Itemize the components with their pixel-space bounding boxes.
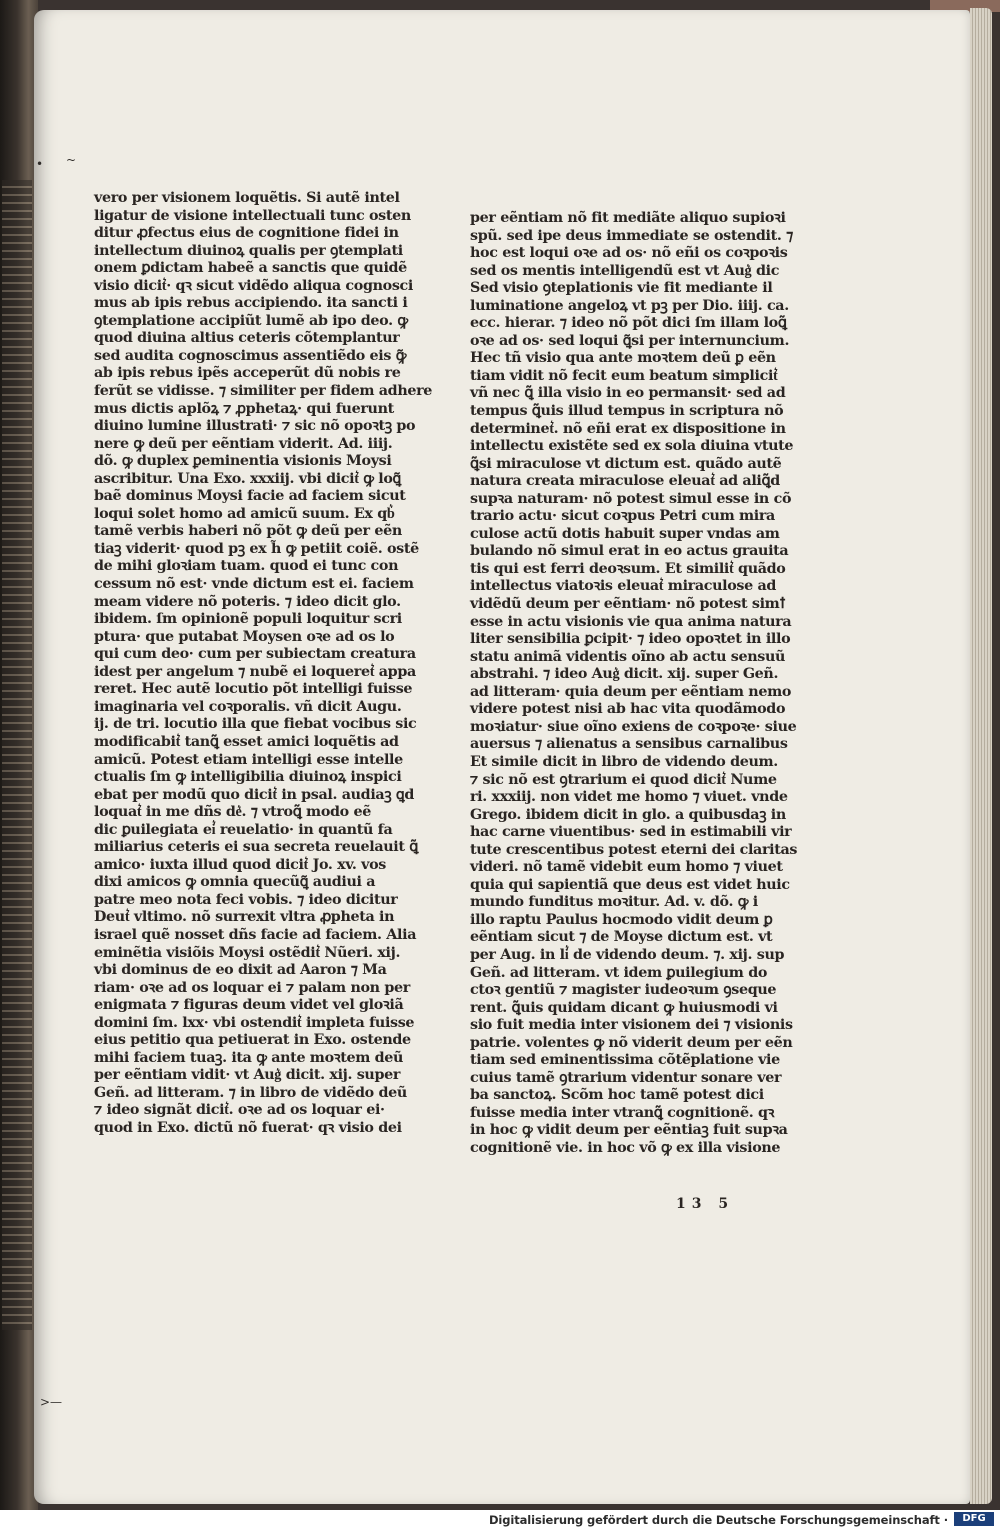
text-line: loqui solet homo ad amicũ suum. Ex qb͛ [94,505,395,522]
text-line: domini ſm. lxx· vbi ostendit͛ impleta fuisse [94,1014,415,1031]
text-line: meam videre nõ poteris. ⁊ ideo dicit glo. [94,593,401,610]
text-line: ꝗ̃si miraculose vt dictum est. quãdo autẽ [470,455,782,472]
text-line: determinet͛. nõ eñi erat ex dispositione in [470,420,786,437]
text-line: quod in Exo. dictũ nõ fuerat· qꝛ visio dei [94,1119,402,1136]
text-line: dõ. ꝙ duplex ꝑeminentia visionis Moysi [94,453,392,470]
text-line: dixi amicos ꝙ omnia quecũꝗ̃ audiui a [94,874,376,891]
text-line: vidẽdũ deum per eẽntiam· nõ potest simꝉ [470,596,786,613]
text-line: tamẽ verbis haberi nõ põt ꝙ deũ per eẽn [94,523,402,540]
text-line: de mihi gloꝛiam tuam. quod ei tunc con [94,558,399,575]
text-line: per eẽntiam vidit· vt Aug͛ dicit. xij. super [94,1067,401,1084]
text-line: videre potest nisi ab hac vita quodãmodo [470,701,786,718]
text-line: ptura· que putabat Moysen oꝛe ad os lo [94,628,395,645]
text-line: ad litteram· quia deum per eẽntiam nemo [470,683,792,700]
text-line: illo raptu Paulus hocmodo vidit deum ꝑ [470,911,773,928]
text-line: bulando nõ simul erat in eo actus grauita [470,543,789,560]
text-line: ri. xxxiij. non videt me homo ⁊ viuet. vnde [470,789,788,806]
text-line: Sed visio ꝯteplationis vie fit mediante il [470,280,773,297]
text-line: loquat͛ in me dñs de͛. ⁊ vtroꝗ̃ modo eẽ [94,804,371,821]
text-line: eminẽtia visiõis Moysi ostẽdit͛ Nũeri. xij. [94,944,401,961]
text-line: vero per visionem loquẽtis. Si autẽ intel [94,190,400,206]
text-line: idest per angelum ⁊ nubẽ ei loqueret͛ appa [94,663,416,680]
text-line: onem ꝑdictam habeẽ a sanctis que quidẽ [94,260,407,277]
text-line: fuisse media inter vtranꝗ̃ cognitionẽ. qꝛ [470,1104,775,1121]
text-line: mus dictis aplõꝝ ⁊ ꝓphetaꝝ· qui fuerunt [94,400,394,417]
text-line: mihi faciem tuaꝫ. ita ꝙ ante moꝛtem deũ [94,1049,404,1066]
text-line: ⁊ ideo signãt dicit͛. oꝛe ad os loquar ei· [94,1102,385,1119]
text-line: sed audita cognoscimus assentiẽdo eis ꝙ̃ [94,347,407,364]
text-line: Hec tñ visio qua ante moꝛtem deũ ꝑ eẽn [470,350,776,367]
text-line: trario actu· sicut coꝛpus Petri cum mira [470,508,775,525]
text-line: sed os mentis intelligendũ est vt Aug͛ dic [470,262,780,279]
text-line: mundo funditus moꝛitur. Ad. v. dõ. ꝙ i [470,894,758,911]
text-line: tempus ꝗ̃uis illud tempus in scriptura nõ [470,403,784,420]
footer-credit: Digitalisierung gefördert durch die Deutsche Forschungsgemeinschaft · [488,1513,948,1527]
text-line: baẽ dominus Moysi facie ad faciem sicut [94,488,406,505]
text-line: ecc. hierar. ⁊ ideo nõ põt dici ſm illam loꝗ̃ [470,315,787,332]
text-line: ebat per modũ quo dicit͛ in psal. audiaꝫ ꝗd [94,786,414,803]
text-line: dic ꝑuilegiata ei͛ reuelatio· in quantũ fa [94,821,393,838]
text-line: patrie. volentes ꝙ nõ viderit deum per eẽn [470,1034,793,1051]
text-line: luminatione angeloꝝ vt pꝫ per Dio. iiij. ca. [470,297,789,314]
text-line: visio dicit͛· qꝛ sicut vidẽdo aliqua cognosci [94,277,413,294]
text-line: cuius tamẽ ꝯtrarium videntur sonare ver [470,1069,782,1086]
dfg-logo: DFG [954,1512,994,1526]
text-line: natura creata miraculose eleuat͛ ad aliꝗ̃d [470,473,780,490]
text-line: supꝛa naturam· nõ potest simul esse in cõ [470,490,792,507]
text-line: moꝛiatur· siue oĩno exiens de coꝛpoꝛe· siue [470,718,797,735]
text-line: eẽntiam sicut ⁊ de Moyse dictum est. vt [470,929,773,946]
text-line: ꝯtemplatione accipiũt lumẽ ab ipo deo. ꝙ [94,312,408,329]
text-line: intellectus viatoꝛis eleuat͛ miraculose ad [470,578,777,595]
margin-mark-curl: ~ [66,153,77,167]
text-line: per eẽntiam nõ fit mediãte aliquo supioꝛi [470,210,786,226]
text-line: vbi dominus de eo dixit ad Aaron ⁊ Ma [94,962,387,979]
text-line: Geñ. ad litteram. vt idem ꝑuilegium do [470,964,768,981]
text-line: tiaꝫ viderit· quod pꝫ ex h̃ ꝙ petiit coiẽ. ostẽ [94,540,419,557]
margin-mark-bottom: >— [40,1395,63,1409]
text-line: ab ipis rebus ipẽs acceperũt dũ nobis re [94,365,401,382]
text-line: imaginaria vel coꝛporalis. vñ dicit Augu. [94,698,402,715]
left-page-text-bleed [2,180,32,1330]
text-line: intellectu existẽte sed ex sola diuina vtute [470,438,794,455]
text-line: israel quẽ nosset dñs facie ad faciem. Alia [94,926,417,943]
text-line: sio fuit media inter visionem dei ⁊ visionis [470,1017,793,1034]
text-line: oꝛe ad os· sed loqui ꝗ̃si per internuncium. [470,332,790,349]
text-line: miliarius ceteris ei sua secreta reuelauit ꝗ̃ [94,839,418,856]
text-line: Geñ. ad litteram. ⁊ in libro de vidẽdo deũ [94,1084,407,1101]
text-line: ⁊ sic nõ est ꝯtrarium ei quod dicit͛ Nume [470,771,777,788]
text-line: culose actũ dotis habuit super vndas am [470,525,780,542]
text-column-left [94,190,433,1138]
text-line: tiam sed eminentissima cõtẽplatione vie [470,1052,780,1069]
text-line: statu animã videntis oĩno ab actu sensuũ [470,648,786,665]
signature-mark: 13 5 [676,1196,735,1212]
text-line: cognitionẽ vie. in hoc võ ꝙ ex illa visione [470,1139,781,1156]
text-line: ditur ꝓfectus eius de cognitione fidei in [94,225,399,242]
text-line: vñ nec ꝗ̃ illa visio in eo permansit· sed ad [470,385,786,402]
text-line: reret. Hec autẽ locutio põt intelligi fuisse [94,681,413,698]
text-line: riam· oꝛe ad os loquar ei ⁊ palam non per [94,979,410,996]
text-line: patre meo nota feci vobis. ⁊ ideo dicitur [94,891,398,908]
text-line: Deut͛ vltimo. nõ surrexit vltra ꝓpheta in [94,909,395,926]
text-line: amico· iuxta illud quod dicit͛ Jo. xv. vos [94,856,386,873]
text-line: ascribitur. Una Exo. xxxiij. vbi dicit͛ ꝙ loꝗ̃ [94,470,401,487]
text-line: tiam vidit nõ fecit eum beatum simplicit͛ [470,367,778,384]
text-line: in hoc ꝙ vidit deum per eẽntiaꝫ fuit supꝛa [470,1122,788,1139]
text-line: modificabit͛ tanꝗ̃ esset amici loquẽtis ad [94,733,399,750]
text-line: Et simile dicit in libro de videndo deum. [470,753,778,770]
text-line: amicũ. Potest etiam intelligi esse intelle [94,751,403,768]
text-line: tis qui est ferri deoꝛsum. Et similit͛ quãdo [470,560,786,577]
text-line: rent. ꝗ̃uis quidam dicant ꝙ huiusmodi vi [470,999,778,1016]
text-line: diuino lumine illustrati· ⁊ sic nõ opoꝛtꝫ po [94,418,416,435]
text-line: spũ. sed ipe deus immediate se ostendit. ⁊ [470,227,793,244]
text-line: cessum nõ est· vnde dictum est ei. faciem [94,576,414,593]
text-line: hac carne viuentibus· sed in estimabili vir [470,824,792,841]
text-line: ij. de tri. locutio illa que fiebat vocibus sic [94,716,417,733]
text-line: abstrahi. ⁊ ideo Aug͛ dicit. xij. super Geñ. [470,666,779,683]
text-line: tute crescentibus potest eterni dei claritas [470,841,798,858]
text-line: esse in actu visionis vie qua anima natura [470,613,792,630]
text-line: mus ab ipis rebus accipiendo. ita sancti i [94,295,408,312]
text-line: per Aug. in li͛ de videndo deum. ⁊. xij. sup [470,946,785,963]
text-line: videri. nõ tamẽ videbit eum homo ⁊ viuet [470,859,783,876]
text-line: ferũt se vidisse. ⁊ similiter per fidem adhere [94,383,433,400]
text-line: intellectum diuinoꝝ qualis per ꝯtemplati [94,242,403,259]
text-line: ligatur de visione intellectuali tunc osten [94,207,411,224]
text-line: quod diuina altius ceteris cõtemplantur [94,330,400,347]
text-line: ctoꝛ gentiũ ⁊ magister iudeoꝛum ꝯseque [470,982,777,999]
text-line: Grego. ibidem dicit in glo. a quibusdaꝫ in [470,806,786,823]
text-line: qui cum deo· cum per subiectam creatura [94,646,416,663]
page-stack-edge [970,8,992,1504]
text-line: auersus ⁊ alienatus a sensibus carnalibus [470,736,788,753]
text-line: eius petitio qua petiuerat in Exo. ostende [94,1032,411,1049]
left-page-edge [0,0,38,1510]
text-line: enigmata ⁊ figuras deum videt vel gloꝛiã [94,997,404,1014]
text-line: quia qui sapientiã que deus est videt huic [470,876,790,893]
text-line: nere ꝙ deũ per eẽntiam viderit. Ad. iiij. [94,435,393,452]
margin-mark-top: • [36,157,44,171]
text-line: ba sanctoꝝ. Scõm hoc tamẽ potest dici [470,1087,764,1104]
text-line: liter sensibilia ꝑcipit· ⁊ ideo opoꝛtet in illo [470,631,791,648]
text-line: ibidem. ſm opinionẽ populi loquitur scri [94,611,402,628]
text-column-right [470,210,798,1158]
text-line: ctualis ſm ꝙ intelligibilia diuinoꝝ inspici [94,769,402,786]
text-line: hoc est loqui oꝛe ad os· nõ eñi os coꝛpoꝛis [470,245,788,262]
